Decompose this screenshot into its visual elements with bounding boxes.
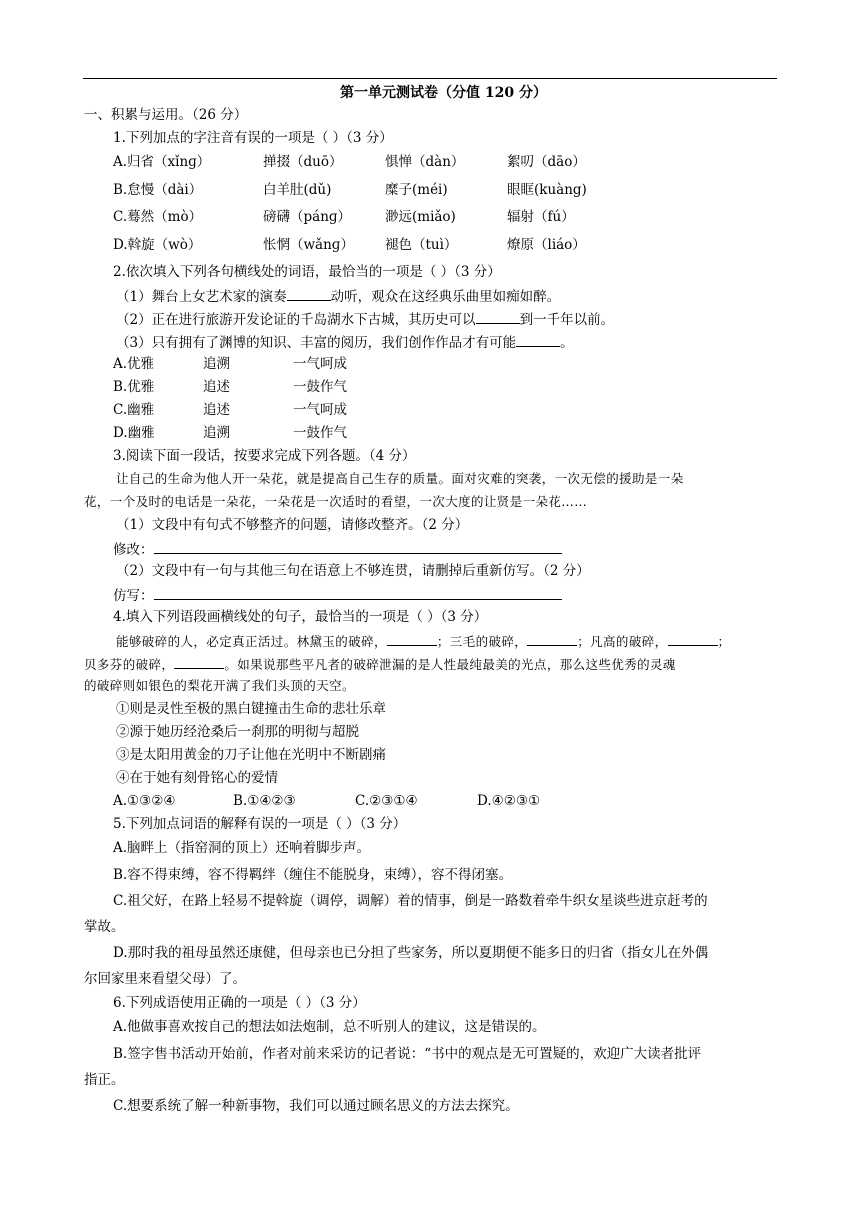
q2-option-a-3: 一气呵成 — [293, 356, 347, 372]
q1-b-3: 糜子(méi) — [385, 182, 448, 198]
q1-a-1: A.归省（xǐnɡ） — [113, 154, 211, 170]
q4-option-d: D.④②③① — [477, 793, 541, 809]
q1-c-3: 渺远(miǎo) — [385, 209, 456, 225]
q2-option-c-2: 追述 — [203, 402, 230, 418]
q5-option-d-line-1: D.那时我的祖母虽然还康健，但母亲也已分担了些家务，所以夏期便不能多日的归省（指女儿在外偶 — [113, 945, 709, 961]
q5-option-d-line-2: 尔回家里来看望父母）了。 — [84, 971, 246, 987]
q2-option-d-3: 一鼓作气 — [293, 425, 347, 441]
answer-blank[interactable] — [668, 631, 718, 646]
q4-option-b: B.①④②③ — [233, 793, 296, 809]
q1-c-1: C.蓦然（mò） — [113, 209, 203, 225]
q2-sentence-3: （3）只有拥有了渊博的知识、丰富的阅历，我们创作作品才有可能 。 — [116, 332, 574, 352]
q1-c-4: 辐射（fú） — [507, 209, 575, 225]
q4-option-c: C.②③①④ — [355, 793, 418, 809]
answer-blank[interactable] — [174, 654, 224, 669]
q2-option-d-1: D.幽雅 — [113, 425, 155, 441]
q4-item-2: ②源于她历经沧桑后一刹那的明彻与超脱 — [116, 724, 359, 740]
q2-option-b-1: B.优雅 — [113, 379, 155, 395]
q1-c-2: 磅礴（pánɡ） — [263, 209, 352, 225]
q4-item-3: ③是太阳用黄金的刀子让他在光明中不断剧痛 — [116, 747, 386, 763]
q4-item-1: ①则是灵性至极的黑白键撞击生命的悲壮乐章 — [116, 701, 386, 717]
q3-sub1: （1）文段中有句式不够整齐的问题，请修改整齐。（2 分） — [116, 517, 469, 533]
revise-answer-line[interactable] — [154, 539, 562, 554]
q3-stem: 3.阅读下面一段话，按要求完成下列各题。（4 分） — [113, 448, 416, 464]
q4-stem: 4.填入下列语段画横线处的句子，最恰当的一项是（ ）（3 分） — [113, 609, 488, 625]
q6-option-b-line-2: 指正。 — [84, 1072, 125, 1088]
q1-a-4: 絮叨（dāo） — [507, 154, 586, 170]
q2-option-a-1: A.优雅 — [113, 356, 155, 372]
answer-blank[interactable] — [476, 309, 520, 324]
q5-option-c-line-1: C.祖父好，在路上轻易不提斡旋（调停，调解）着的情事，倒是一路数着牵牛织女星谈些进京赶考的 — [113, 893, 708, 909]
answer-blank[interactable] — [516, 332, 560, 347]
q3-sub2: （2）文段中有一句与其他三句在语意上不够连贯，请删掉后重新仿写。（2 分） — [116, 563, 590, 579]
q6-option-a: A.他做事喜欢按自己的想法如法炮制，总不听别人的建议，这是错误的。 — [113, 1019, 546, 1035]
q2-sentence-2: （2）正在进行旅游开发论证的千岛湖水下古城，其历史可以 到一千年以前。 — [116, 309, 614, 329]
q2-option-a-2: 追溯 — [203, 356, 230, 372]
q6-stem: 6.下列成语使用正确的一项是（ ）（3 分） — [113, 995, 366, 1011]
q4-item-4: ④在于她有刻骨铭心的爱情 — [116, 770, 278, 786]
page-title: 第一单元测试卷（分值 120 分） — [340, 85, 547, 101]
q2-sentence-1: （1）舞台上女艺术家的演奏 动听，观众在这经典乐曲里如痴如醉。 — [116, 286, 560, 306]
q3-passage-line-1: 让自己的生命为他人开一朵花，就是提高自己生存的质量。面对灾难的突袭，一次无偿的援助是一朵 — [116, 471, 684, 486]
section-heading: 一、积累与运用。（26 分） — [84, 107, 248, 123]
answer-blank[interactable] — [527, 631, 577, 646]
header-rule — [83, 78, 777, 79]
q4-passage-line-3: 的破碎则如银色的梨花开满了我们头顶的天空。 — [84, 678, 355, 693]
q1-a-2: 掸掇（duō） — [263, 154, 343, 170]
q1-d-3: 褪色（tuì） — [385, 237, 458, 253]
q2-option-b-3: 一鼓作气 — [293, 379, 347, 395]
q6-option-b-line-1: B.签字售书活动开始前，作者对前来采访的记者说：“书中的观点是无可置疑的，欢迎广大读者批评 — [113, 1046, 702, 1062]
q1-b-4: 眼眶(kuàng) — [507, 182, 587, 198]
q5-option-a: A.脑畔上（指窑洞的顶上）还响着脚步声。 — [113, 840, 371, 856]
q3-imitate: 仿写： — [113, 585, 562, 605]
q1-d-1: D.斡旋（wò） — [113, 237, 202, 253]
q5-option-b: B.容不得束缚，容不得羁绊（缠住不能脱身，束缚），容不得闭塞。 — [113, 867, 512, 883]
q1-b-2: 白羊肚(dǔ) — [263, 182, 332, 198]
answer-blank[interactable] — [287, 286, 331, 301]
imitate-answer-line[interactable] — [154, 585, 562, 600]
answer-blank[interactable] — [387, 631, 437, 646]
q1-b-1: B.怠慢（dài） — [113, 182, 203, 198]
q2-option-d-2: 追溯 — [203, 425, 230, 441]
q2-option-c-1: C.幽雅 — [113, 402, 155, 418]
q5-option-c-line-2: 掌故。 — [84, 919, 125, 935]
q2-option-c-3: 一气呵成 — [293, 402, 347, 418]
q5-stem: 5.下列加点词语的解释有误的一项是（ ）（3 分） — [113, 816, 407, 832]
q1-d-4: 燎原（liáo） — [507, 237, 586, 253]
q2-stem: 2.依次填入下列各句横线处的词语，最恰当的一项是（ ）（3 分） — [113, 264, 501, 280]
q4-passage-line-1: 能够破碎的人，必定真正活过。林黛玉的破碎， ；三毛的破碎， ；凡高的破碎， ； — [116, 631, 730, 651]
q6-option-c: C.想要系统了解一种新事物，我们可以通过顾名思义的方法去探究。 — [113, 1098, 519, 1114]
q1-a-3: 惧惮（dàn） — [385, 154, 465, 170]
q3-passage-line-2: 花，一个及时的电话是一朵花，一朵花是一次适时的看望，一次大度的让贤是一朵花…… — [84, 494, 588, 509]
q1-d-2: 怅惘（wǎnɡ） — [263, 237, 354, 253]
q3-revise: 修改： — [113, 539, 562, 559]
q4-option-a: A.①③②④ — [113, 793, 176, 809]
q2-option-b-2: 追述 — [203, 379, 230, 395]
q4-passage-line-2: 贝多芬的破碎， 。如果说那些平凡者的破碎泄漏的是人性最纯最美的光点，那么这些优秀的灵魂 — [84, 654, 676, 674]
q1-stem: 1.下列加点的字注音有误的一项是（ ）（3 分） — [113, 130, 393, 146]
